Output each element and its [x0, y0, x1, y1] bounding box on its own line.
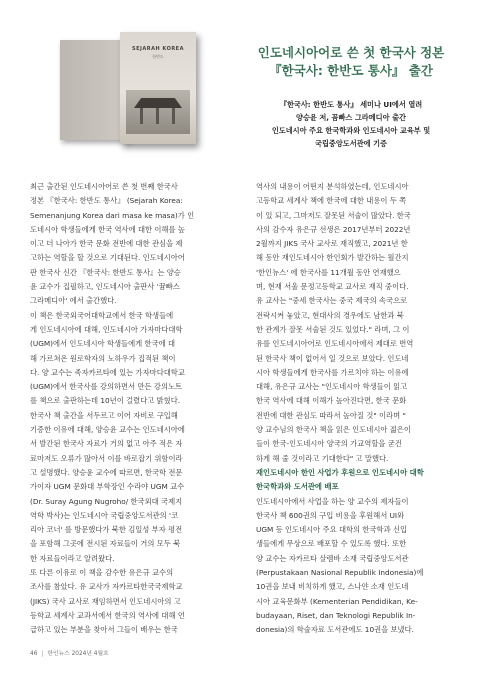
body-text-line: 판 한국사 신간 『한국사: 한반도 통사』는 양승	[30, 267, 181, 277]
subheading-line: 『한국사: 한반도 통사』 세미나 UI에서 열려	[279, 100, 423, 109]
body-text-line: 한국사 책 600권의 구입 비용을 후원해서 UI와	[256, 510, 405, 520]
headline-line-1: 인도네시아어로 쓴 첫 한국사 정본	[257, 45, 445, 60]
body-text-line: 대해, 유은규 교사는 "인도네시아 학생들이 읽고	[256, 382, 408, 392]
body-text-line: '한인뉴스' 에 한국사를 11개월 동안 연재했으	[256, 267, 401, 277]
body-text-line: 이 있 되고, 그마저도 잘못된 서술이 많았다. 한국	[256, 210, 411, 220]
body-text-line: 시아 학생들에게 한국사를 가르치야 하는 이유에	[256, 367, 409, 377]
body-text-line: 사의 감수자 유은규 선생은 2017년부터 2022년	[256, 224, 411, 234]
article-subheadings	[216, 98, 486, 150]
body-text-line: 된 한국사 책이 없어서 일 것으로 보았다. 인도네	[256, 353, 409, 363]
body-text-line: 한국 역사에 대해 이해가 높아진다면, 한국 문화	[256, 396, 407, 406]
publication-name: 한인뉴스 2024년 4월호	[47, 651, 109, 657]
book-front-cover	[120, 32, 196, 144]
book-cover-image	[54, 22, 204, 162]
body-text-line: 하게 해 줄 것이라고 기대한다" 고 말했다.	[256, 453, 389, 463]
body-text-line: 역사의 내용이 어떤지 분석하였는데, 인도네시아	[256, 182, 409, 191]
body-text-line: 도네시아 학생들에게 한국 역사에 대한 이해를 높	[30, 224, 185, 234]
body-text-line: 료마저도 오류가 많아서 이를 바로잡기 위함이라	[30, 453, 183, 463]
pavilion-roof	[134, 98, 182, 108]
body-text-line: 기증한 이유에 대해, 양승윤 교수는 인도네시아에	[30, 425, 185, 435]
body-text-line: 10권을 보내 비치하게 했고, 스나얀 소재 인도네	[256, 582, 409, 592]
body-text-line: (UGM)에서 인도네시아 학생들에게 한국에 대	[30, 339, 176, 349]
body-text-line: (JIKS) 국사 교사로 재임하면서 인도네시아의 고	[30, 596, 181, 606]
body-text-line: 해 가르쳐온 원로학자의 노하우가 집적된 책이	[30, 353, 176, 363]
body-text-line: 서 발간된 한국사 자료가 거의 없고 아주 적은 자	[30, 439, 183, 449]
body-text-line: budayaan, Riset, dan Teknologi Republik In-	[256, 610, 416, 620]
body-text-line: 양 교수는 자카르타 살렘바 소재 국립중앙도서관	[256, 553, 409, 563]
body-text-line: 윤 교수가 집필하고, 인도네시아 출판사 '뀸빠스	[30, 282, 180, 292]
page-footer: 46 | 한인뉴스 2024년 4월호	[30, 651, 109, 657]
body-text-line: 해 동안 재인도네시아 한인회가 발간하는 월간지	[256, 253, 409, 263]
body-text-line: 등학교 세계사 교과서에서 한국의 역사에 대해 언	[30, 610, 185, 620]
body-text-line: 한 자료들이라고 알려왔다.	[30, 553, 115, 563]
body-text-line: 을 포함해 그곳에 전시된 자료들이 거의 모두 북	[30, 539, 181, 549]
body-text-line: (UGM)에서 한국사를 강의하면서 만든 강의노트	[30, 382, 183, 392]
body-text-line: 역학 박사)는 인도네시아 국립중앙도서관의 '코	[30, 510, 179, 520]
subheading-line: 인도네시아 주요 한국학과와 인도네시아 교육부 및	[271, 126, 431, 135]
body-text-line: 인도네시아에서 사업을 하는 양 교수의 제자들이	[256, 496, 409, 506]
article-body-right-column	[256, 180, 470, 638]
body-text-line: 전락시켜 놓았고, 현대사의 경우에도 남한과 북	[256, 310, 404, 320]
subheading-line: 양승윤 저, 꼼빠스 그라메디아 출간	[296, 113, 406, 122]
headline-line-2: 『한국사: 한반도 통사』 출간	[269, 63, 433, 78]
body-text-line: 최근 출간된 인도네시아어로 쓴 첫 번째 한국사	[30, 182, 178, 191]
body-text-line: 그라메디아' 에서 출간했다.	[30, 296, 117, 306]
body-text-line: 한국사 책 출간을 서두르고 이어 자비로 구입해	[30, 410, 178, 420]
book-cover-title: SEJARAH KOREA	[132, 46, 184, 52]
body-text-line: 또 다른 이유로 이 책을 감수한 유은규 교수의	[30, 568, 174, 578]
body-text-line: 이고 더 나아가 한국 문화 전반에 대한 관심을 제	[30, 239, 183, 249]
body-text-line: 시아 교육문화부 (Kementerian Pendidikan, Ke-	[256, 596, 418, 606]
body-text-line: 전반에 대한 관심도 따라서 높아질 것" 이라며 "	[256, 410, 406, 420]
body-text-line: 다. 양 교수는 족자카르타에 있는 가자마다대학교	[30, 367, 185, 377]
body-text-line: 고 설명했다. 양승윤 교수에 따르면, 한국학 전문	[30, 467, 183, 477]
page-number: 46	[30, 651, 38, 657]
body-text-line: donesia)의 학술자료 도서관에도 10권을 보냈다.	[256, 625, 414, 635]
body-text-line: 정본 『한국사: 한반도 통사』 (Sejarah Korea:	[30, 196, 183, 206]
body-text-line: 가이자 UGM 문화대 부학장인 수라야 UGM 교수	[30, 482, 185, 492]
article-body-left-column	[30, 180, 244, 638]
pavilion-pillar	[156, 108, 159, 124]
body-text-line: 생들에게 무상으로 배포할 수 있도록 했다. 또한	[256, 539, 407, 549]
section-heading-line: 재인도네시아 한인 사업가 후원으로 인도네시아 대학	[256, 467, 424, 477]
pavilion-pillar	[172, 108, 175, 124]
body-text-line: 들이 한국-인도네시아 양국의 가교역할을 굳건	[256, 439, 402, 449]
body-text-line: (Dr. Suray Agung Nugroho/ 한국외대 국제지	[30, 496, 183, 506]
body-text-line: 양 교수님의 한국사 책을 읽은 인도네시아 젊은이	[256, 425, 411, 435]
book-cover-illustration	[126, 90, 190, 134]
section-heading-line: 한국학과와 도서관에 배포	[256, 482, 339, 492]
body-text-line: 급하고 있는 부분을 찾아서 그들이 배우는 한국	[30, 625, 178, 635]
body-text-line: 고등학교 세계사 책에 한국에 대한 내용이 두 쪽	[256, 196, 407, 206]
body-text-line: 유 교사는 "중세 한국사는 중국 제국의 속국으로	[256, 296, 408, 306]
body-text-line: 한 관계가 잘못 서술된 것도 있었다." 라며, 그 이	[256, 324, 410, 334]
body-text-line: UGM 등 인도네시아 주요 대학의 한국학과 신입	[256, 525, 408, 535]
body-text-line: 며, 현재 서울 문정고등학교 교사로 재직 중이다.	[256, 282, 409, 292]
body-text-line: 고하는 역할을 할 것으로 기대된다. 인도네시아어	[30, 253, 185, 263]
body-text-line: 조사를 참았다. 유 교사가 자카르타한국국제학교	[30, 582, 183, 592]
body-text-line: 를 책으로 출판하는데 10년이 걸렸다고 밝혔다.	[30, 396, 181, 406]
body-text-line: (Perpustakaan Nasional Republik Indonesia)에	[256, 568, 424, 578]
body-text-line: 리아 코너' 를 방문했다가 북한 김일성 부자 평전	[30, 525, 183, 535]
body-text-line: 이 책은 한국외국어대학교에서 한국 학생들에	[30, 310, 174, 320]
subheading-line: 국립중앙도서관에 기증	[315, 139, 387, 148]
pavilion-pillar	[140, 108, 143, 124]
body-text-line: 유를 인도네시아어로 인도네시아에서 제대로 번역	[256, 339, 414, 349]
body-text-line: 게 인도네시아에 대해, 인도네시아 가자마다대학	[30, 324, 183, 334]
body-text-line: 2월까지 JIKS 국사 교사로 재직했고, 2021년 한	[256, 239, 408, 249]
book-cover-subtitle: 한반도	[152, 54, 164, 59]
body-text-line: Semenanjung Korea dari masa ke masa)가 인	[30, 210, 195, 220]
article-headline	[216, 44, 486, 80]
